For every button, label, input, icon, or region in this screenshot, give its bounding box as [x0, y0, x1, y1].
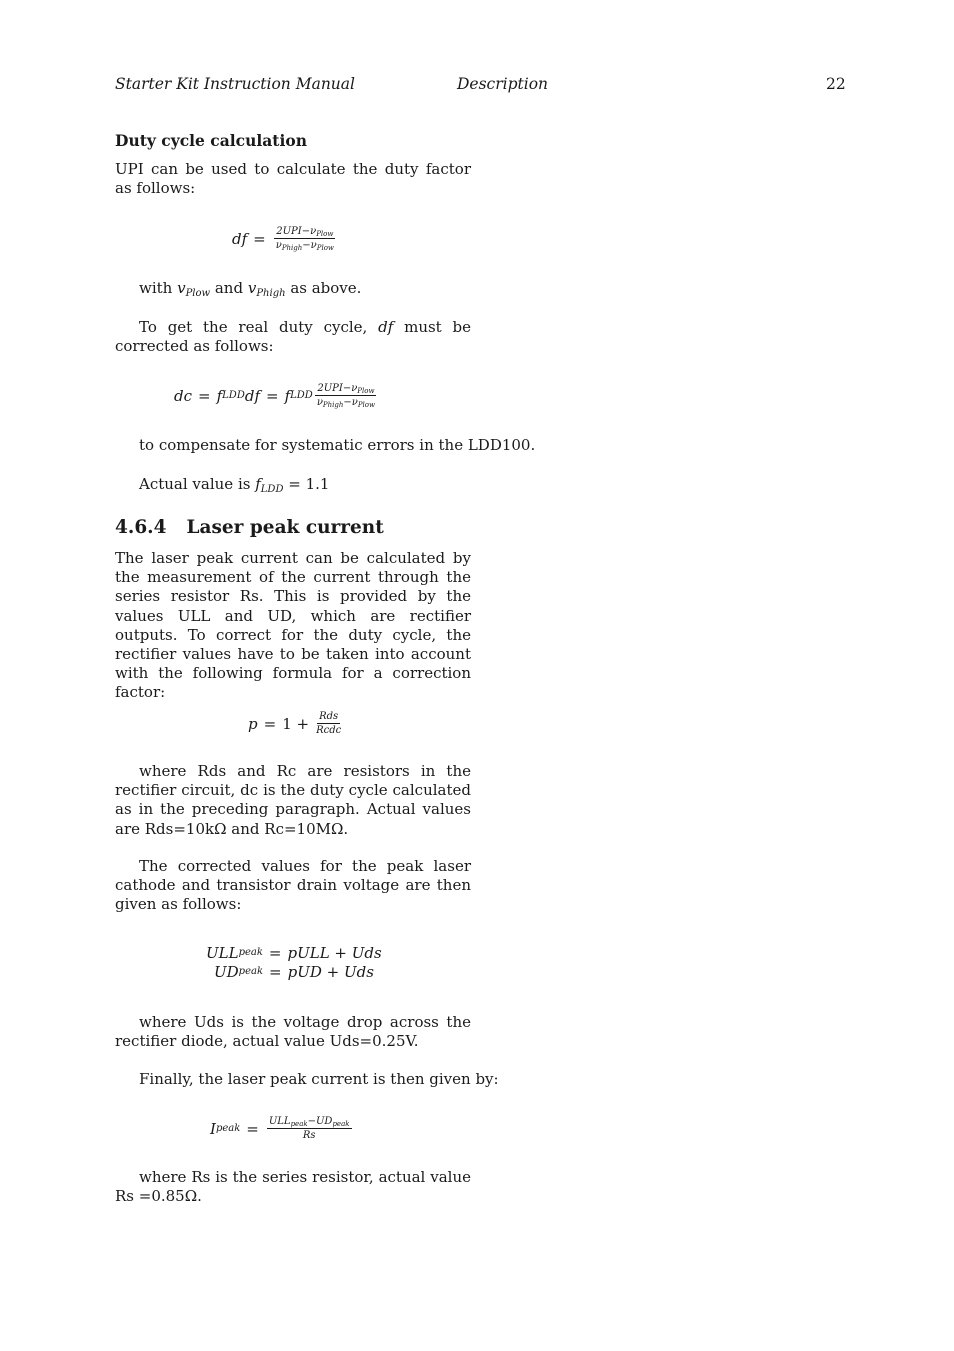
section-heading — [115, 517, 384, 538]
eq-denominator-a: ν — [275, 240, 282, 251]
real-duty-paragraph — [115, 318, 471, 356]
eq-numerator-a-sub: peak — [290, 1120, 308, 1128]
duty-cycle-equation: dc = f LDD df = f LDD $\frac{2UPI-\nu_{Plow}}{\nu_{Phigh}-\nu_{Plow}}$ — [174, 383, 375, 409]
ull-peak-equation: ULL peak = pULL + Uds — [206, 944, 382, 962]
peak-current-paragraph: The laser peak current can be calculated by the measurement of the current through the series resistor Rs. This is provided by the values ULL and UD, which are rectifier outputs. To correct for the duty cycle, the rectifier values have to be taken into account with the following formula for a correction factor: — [115, 549, 471, 702]
eq-lhs: I — [210, 1119, 216, 1138]
var-v: v — [247, 279, 257, 297]
section-title: Laser peak current — [186, 517, 384, 538]
eq-denominator: Rcdc — [316, 725, 342, 736]
uds-paragraph: where Uds is the voltage drop across the rectifier diode, actual value Uds=0.25V. — [115, 1013, 471, 1051]
eq-rhs: pULL + Uds — [287, 944, 382, 962]
correction-factor-equation: p = 1 + $\frac{\text{Rds}}{\text{Rcdc}}$ — [248, 711, 342, 736]
eq-numerator-b: −UD — [307, 1116, 333, 1127]
var-df: df — [378, 318, 394, 336]
eq-numerator-sub: Plow — [357, 387, 375, 395]
header-manual-title: Starter Kit Instruction Manual — [115, 75, 355, 93]
var-f: f — [216, 386, 223, 405]
duty-cycle-heading: Duty cycle calculation — [115, 131, 307, 150]
ud-peak-equation: UD peak = pUD + Uds — [214, 963, 374, 981]
text-fragment: and — [210, 279, 248, 297]
duty-intro-paragraph: UPI can be used to calculate the duty factor as follows: — [115, 160, 471, 198]
finally-paragraph: Finally, the laser peak current is then given by: — [139, 1070, 499, 1088]
peak-current-equation: I peak = $\frac{ULL_{peak}-UD_{peak}}{Rs}$ — [210, 1116, 350, 1141]
eq-denominator-b: −ν — [343, 397, 358, 408]
section-number: 4.6.4 — [115, 517, 167, 538]
eq-lhs: ULL — [206, 944, 239, 962]
eq-numerator-a: ULL — [268, 1116, 291, 1127]
eq-lhs: dc — [174, 386, 193, 405]
header-section-name: Description — [457, 75, 549, 93]
var-f-sub: LDD — [260, 484, 284, 495]
duty-factor-equation: df = $\frac{2UPI-\nu_{Plow}}{\nu_{Phigh}-\nu_{Plow}}$ — [232, 226, 334, 252]
eq-numerator-b-sub: peak — [332, 1120, 350, 1128]
eq-denominator: Rs — [302, 1130, 316, 1141]
compensate-paragraph: to compensate for systematic errors in the LDD100. — [139, 436, 536, 454]
eq-numerator: 2UPI−ν — [276, 226, 317, 237]
text-fragment: must be corrected as follows: — [115, 318, 472, 356]
with-v-paragraph — [115, 279, 471, 298]
eq-lhs: p — [248, 714, 258, 733]
var-df: df — [244, 386, 260, 405]
text-fragment: Actual value is — [139, 475, 256, 493]
var-v: v — [177, 279, 186, 297]
page-number: 22 — [826, 75, 846, 93]
eq-denominator-b-sub: Plow — [357, 401, 375, 409]
eq-numerator-sub: Plow — [316, 230, 334, 238]
eq-lhs: UD — [214, 963, 239, 981]
text-fragment: as above. — [285, 279, 362, 297]
var-f: f — [284, 386, 291, 405]
text-fragment: = 1.1 — [283, 475, 330, 493]
var-v-sub: Plow — [185, 288, 211, 299]
series-resistor-paragraph: where Rs is the series resistor, actual value Rs =0.85Ω. — [115, 1168, 471, 1206]
eq-denominator-a-sub: Phigh — [322, 401, 344, 409]
var-f: f — [255, 475, 261, 493]
resistors-paragraph: where Rds and Rc are resistors in the rectifier circuit, dc is the duty cycle calculated as in the preceding paragraph. Actual values are Rds=10kΩ and Rc=10MΩ. — [115, 762, 471, 838]
actual-value-paragraph — [139, 475, 329, 493]
text-fragment: with — [139, 279, 178, 297]
eq-numerator: Rds — [319, 711, 339, 722]
eq-numerator: 2UPI−ν — [317, 383, 358, 394]
eq-lhs: df — [232, 229, 248, 248]
eq-rhs: pUD + Uds — [287, 963, 374, 981]
eq-rhs: 1 + — [282, 714, 310, 733]
corrected-values-paragraph: The corrected values for the peak laser cathode and transistor drain voltage are then given as follows: — [115, 857, 471, 914]
eq-denominator-b-sub: Plow — [316, 244, 334, 252]
var-v-sub: Phigh — [256, 288, 286, 299]
eq-denominator-b: −ν — [302, 240, 317, 251]
eq-denominator-a: ν — [316, 397, 323, 408]
eq-denominator-a-sub: Phigh — [281, 244, 303, 252]
text-fragment: To get the real duty cycle, — [139, 318, 379, 336]
